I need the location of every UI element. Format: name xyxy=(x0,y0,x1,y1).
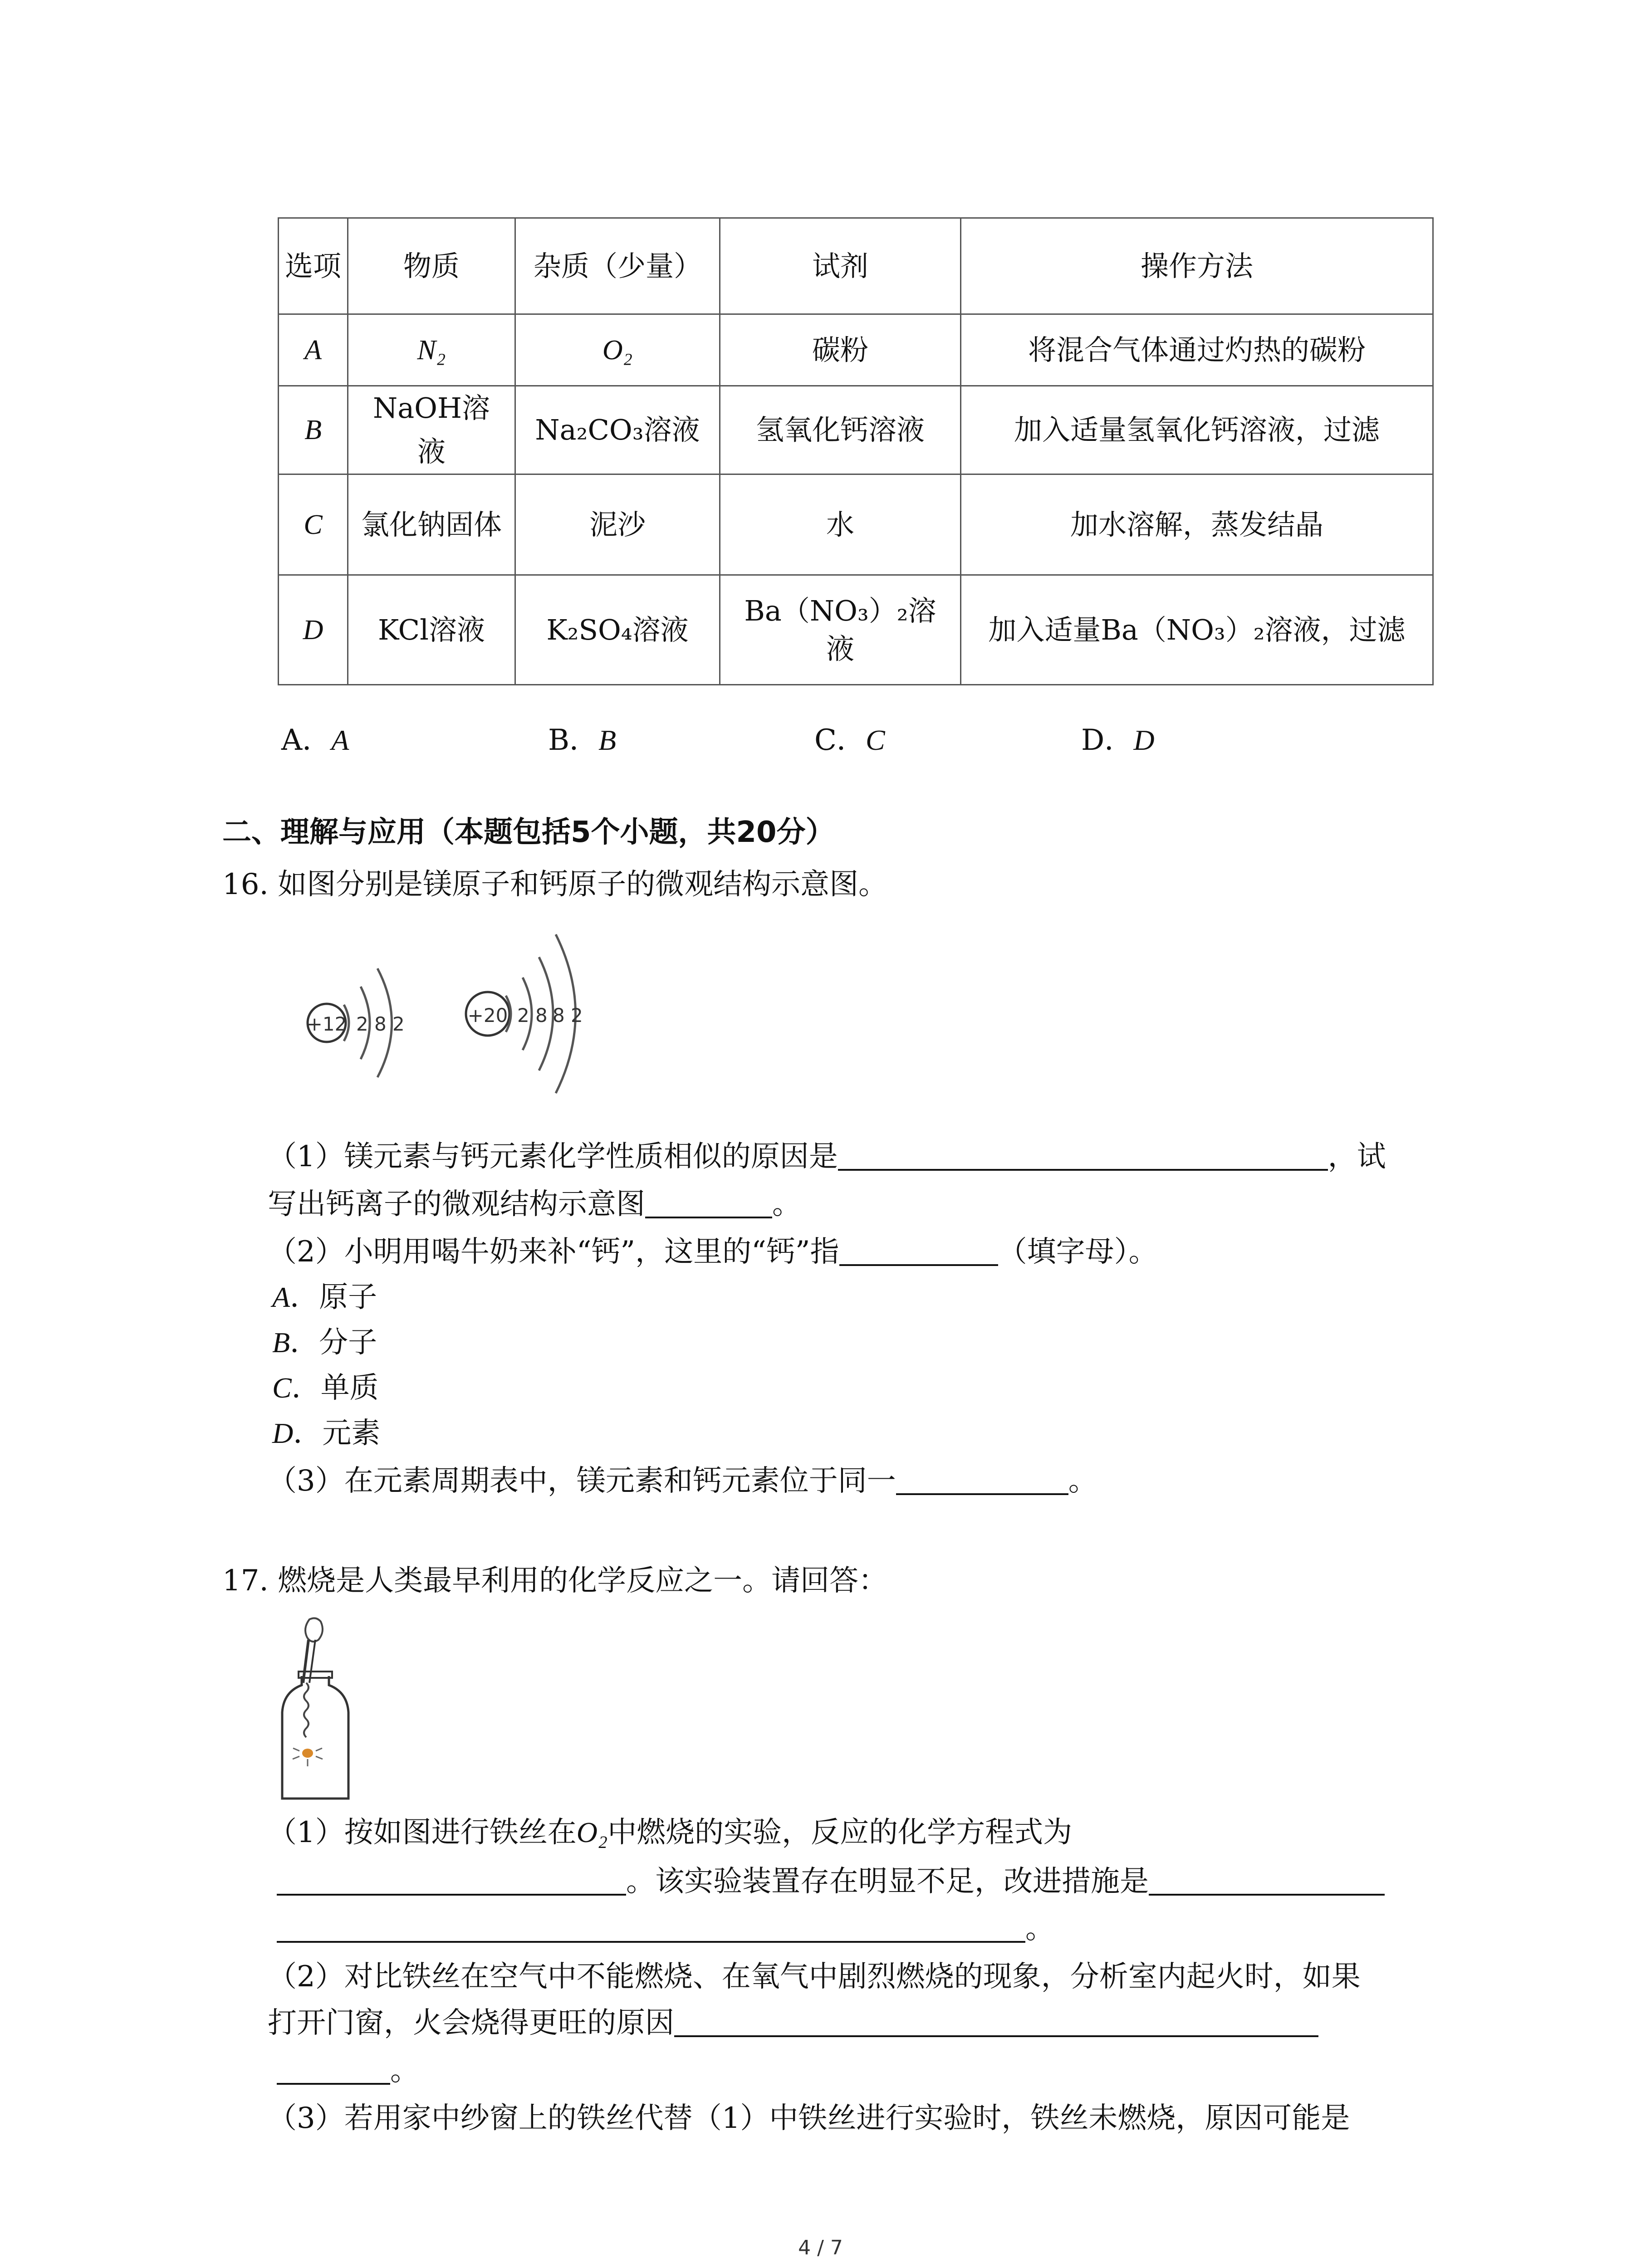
table-row xyxy=(279,575,1433,685)
impurity-cell: O₂ xyxy=(515,314,720,386)
option-cell: B xyxy=(279,386,348,474)
table-header-row xyxy=(279,218,1433,314)
answer-blank[interactable] xyxy=(277,2054,390,2085)
table-header-cell: 操作方法 xyxy=(961,218,1433,314)
choice-b[interactable]: B．B xyxy=(548,723,617,757)
q16-part3: （3）在元素周期表中，镁元素和钙元素位于同一 。 xyxy=(268,1464,1097,1498)
choice-a[interactable]: A．A xyxy=(281,723,349,757)
method-cell: 加水溶解，蒸发结晶 xyxy=(961,474,1433,575)
section-title: 二、理解与应用（本题包括5个小题，共20分） xyxy=(222,816,835,849)
answer-blank[interactable] xyxy=(674,2006,1318,2037)
q17-part1-cont: 。该实验装置存在明显不足，改进措施是 xyxy=(277,1863,1385,1900)
impurity-cell: 泥沙 xyxy=(515,474,720,575)
table-row xyxy=(279,474,1433,575)
table-header-cell: 试剂 xyxy=(720,218,961,314)
svg-text:8: 8 xyxy=(535,1004,548,1026)
svg-text:8: 8 xyxy=(374,1013,387,1035)
q16-part2: （2）小明用喝牛奶来补“钙”，这里的“钙”指 （填字母）。 xyxy=(268,1235,1158,1269)
answer-blank[interactable] xyxy=(838,1140,1328,1171)
ca-nucleus-label: +20 xyxy=(467,1004,508,1026)
option-cell: A xyxy=(279,314,348,386)
iron-wire-jar-icon xyxy=(277,1615,358,1805)
table-row xyxy=(279,314,1433,386)
table-header-cell: 选项 xyxy=(279,218,348,314)
q17-part3: （3）若用家中纱窗上的铁丝代替（1）中铁丝进行实验时，铁丝未燃烧，原因可能是 xyxy=(268,2102,1350,2135)
answer-blank[interactable] xyxy=(645,1188,772,1218)
method-cell: 加入适量氢氧化钙溶液，过滤 xyxy=(961,386,1433,474)
method-cell: 加入适量Ba（NO₃）₂溶液，过滤 xyxy=(961,575,1433,685)
answer-blank[interactable] xyxy=(896,1464,1068,1495)
atom-structure-diagram xyxy=(290,912,608,1102)
q17-part1-end: 。 xyxy=(277,1911,1054,1947)
q17-part2-end: 。 xyxy=(277,2053,419,2089)
reagent-cell: Ba（NO₃）₂溶液 xyxy=(720,575,961,685)
reagent-cell: 水 xyxy=(720,474,961,575)
table-header-cell: 杂质（少量） xyxy=(515,218,720,314)
q16-stem: 16. 如图分别是镁原子和钙原子的微观结构示意图。 xyxy=(222,868,888,901)
q17-stem: 17. 燃烧是人类最早利用的化学反应之一。请回答： xyxy=(222,1564,888,1598)
q16-option-a[interactable]: A．原子 xyxy=(272,1281,377,1314)
svg-text:2: 2 xyxy=(356,1013,368,1035)
answer-blank[interactable] xyxy=(839,1235,998,1266)
mg-nucleus-label: +12 xyxy=(306,1013,347,1035)
substance-cell: N₂ xyxy=(348,314,515,386)
option-cell: D xyxy=(279,575,348,685)
reagent-cell: 碳粉 xyxy=(720,314,961,386)
q17-part2-cont: 打开门窗，火会烧得更旺的原因 xyxy=(268,2005,1318,2041)
method-cell: 将混合气体通过灼热的碳粉 xyxy=(961,314,1433,386)
q16-option-c[interactable]: C．单质 xyxy=(272,1371,379,1405)
q17-part1: （1）按如图进行铁丝在O₂中燃烧的实验，反应的化学方程式为 xyxy=(268,1816,1073,1849)
option-cell: C xyxy=(279,474,348,575)
options-table xyxy=(278,217,1434,685)
answer-blank[interactable] xyxy=(277,1912,1025,1943)
q16-option-b[interactable]: B．分子 xyxy=(272,1326,377,1359)
table-row xyxy=(279,386,1433,474)
substance-cell: 氯化钠固体 xyxy=(348,474,515,575)
svg-text:8: 8 xyxy=(553,1004,565,1026)
q16-part1-cont: 写出钙离子的微观结构示意图 。 xyxy=(268,1188,801,1221)
answer-blank[interactable] xyxy=(277,1865,626,1896)
svg-text:2: 2 xyxy=(571,1004,583,1026)
svg-text:2: 2 xyxy=(392,1013,405,1035)
q16-part1: （1）镁元素与钙元素化学性质相似的原因是 ，试 xyxy=(268,1140,1386,1173)
choice-d[interactable]: D．D xyxy=(1081,723,1155,757)
answer-blank[interactable] xyxy=(1149,1865,1385,1896)
substance-cell: NaOH溶液 xyxy=(348,386,515,474)
impurity-cell: K₂SO₄溶液 xyxy=(515,575,720,685)
q17-part2: （2）对比铁丝在空气中不能燃烧、在氧气中剧烈燃烧的现象，分析室内起火时，如果 xyxy=(268,1960,1361,1994)
reagent-cell: 氢氧化钙溶液 xyxy=(720,386,961,474)
choice-c[interactable]: C．C xyxy=(814,723,885,757)
page-number: 4 / 7 xyxy=(798,2236,843,2259)
substance-cell: KCl溶液 xyxy=(348,575,515,685)
table-header-cell: 物质 xyxy=(348,218,515,314)
q16-option-d[interactable]: D．元素 xyxy=(272,1417,381,1450)
impurity-cell: Na₂CO₃溶液 xyxy=(515,386,720,474)
svg-text:2: 2 xyxy=(517,1004,529,1026)
